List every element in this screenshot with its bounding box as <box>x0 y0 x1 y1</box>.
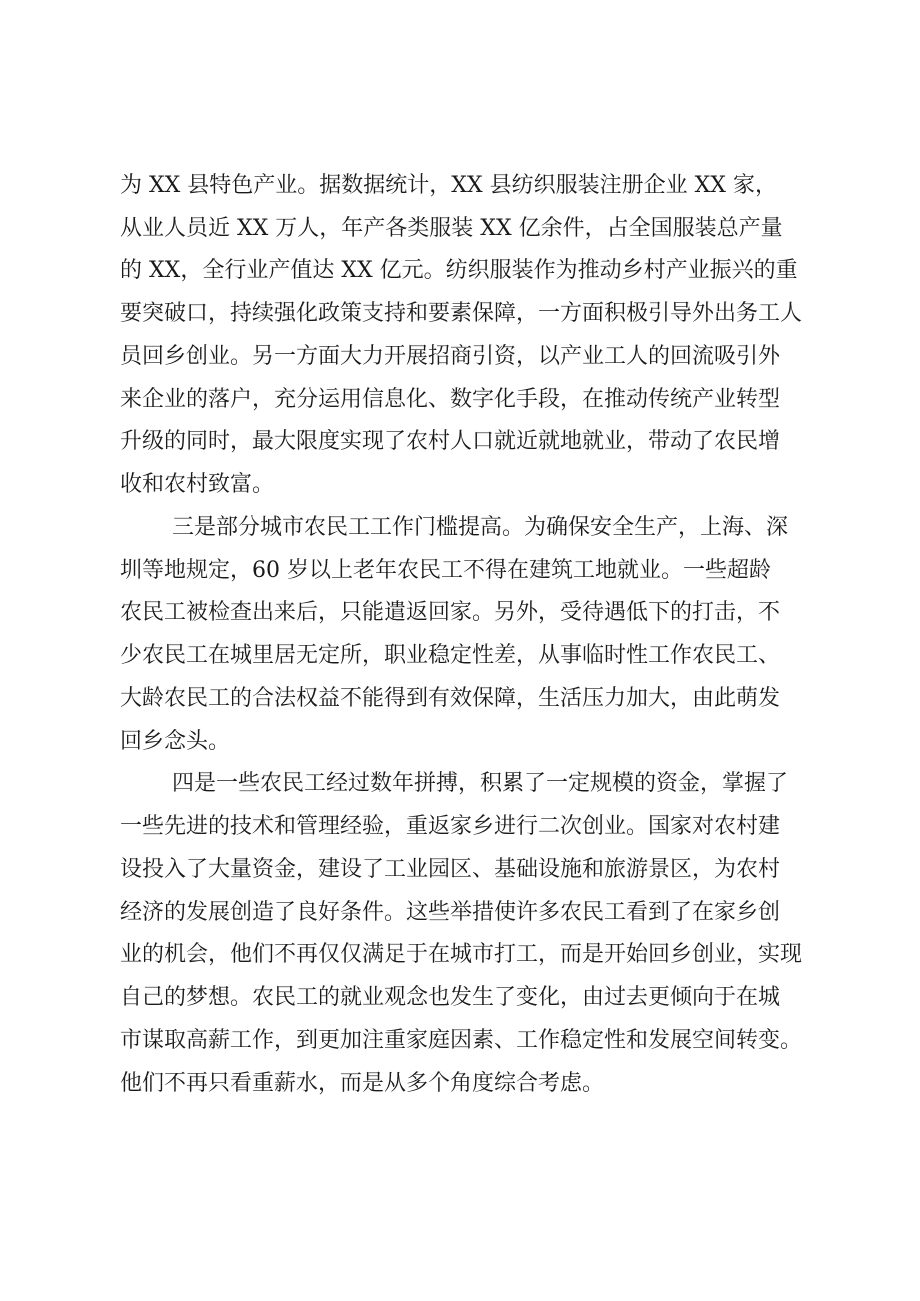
text-line: 自己的梦想。农民工的就业观念也发生了变化，由过去更倾向于在城 <box>120 985 781 1010</box>
text-line: 要突破口，持续强化政策支持和要素保障，一方面积极引导外出务工人 <box>120 301 803 326</box>
text-line: 经济的发展创造了良好条件。这些举措使许多农民工看到了在家乡创 <box>120 900 781 925</box>
text-line: 设投入了大量资金，建设了工业园区、基础设施和旅游景区，为农村 <box>120 857 781 882</box>
text-line: 业的机会，他们不再仅仅满足于在城市打工，而是开始回乡创业，实现 <box>120 942 803 967</box>
text-line: 为 XX 县特色产业。据数据统计，XX 县纺织服装注册企业 XX 家， <box>120 173 777 198</box>
text-line: 少农民工在城里居无定所，职业稳定性差，从事临时性工作农民工、 <box>120 643 781 668</box>
text-line: 市谋取高薪工作，到更加注重家庭因素、工作稳定性和发展空间转变。 <box>120 1028 803 1053</box>
paragraph-start-line: 三是部分城市农民工工作门槛提高。为确保安全生产，上海、深 <box>172 515 789 540</box>
text-line: 大龄农民工的合法权益不能得到有效保障，生活压力加大，由此萌发 <box>120 686 781 711</box>
text-line: 一些先进的技术和管理经验，重返家乡进行二次创业。国家对农村建 <box>120 814 781 839</box>
text-line: 的 XX，全行业产值达 XX 亿元。纺织服装作为推动乡村产业振兴的重 <box>120 258 798 283</box>
text-line: 从业人员近 XX 万人，年产各类服装 XX 亿余件，占全国服装总产量 <box>120 216 783 241</box>
paragraph-start-line: 四是一些农民工经过数年拼搏，积累了一定规模的资金，掌握了 <box>172 771 789 796</box>
text-line: 他们不再只看重薪水，而是从多个角度综合考虑。 <box>120 1071 605 1096</box>
text-line: 收和农村致富。 <box>120 472 275 497</box>
text-line: 回乡念头。 <box>120 729 231 754</box>
text-line: 圳等地规定，60 岁以上老年农民工不得在建筑工地就业。一些超龄 <box>120 558 771 583</box>
text-line: 员回乡创业。另一方面大力开展招商引资，以产业工人的回流吸引外 <box>120 344 781 369</box>
text-line: 来企业的落户，充分运用信息化、数字化手段，在推动传统产业转型 <box>120 387 781 412</box>
text-line: 升级的同时，最大限度实现了农村人口就近就地就业，带动了农民增 <box>120 429 781 454</box>
text-line: 农民工被检查出来后，只能遣返回家。另外，受待遇低下的打击，不 <box>120 600 781 625</box>
